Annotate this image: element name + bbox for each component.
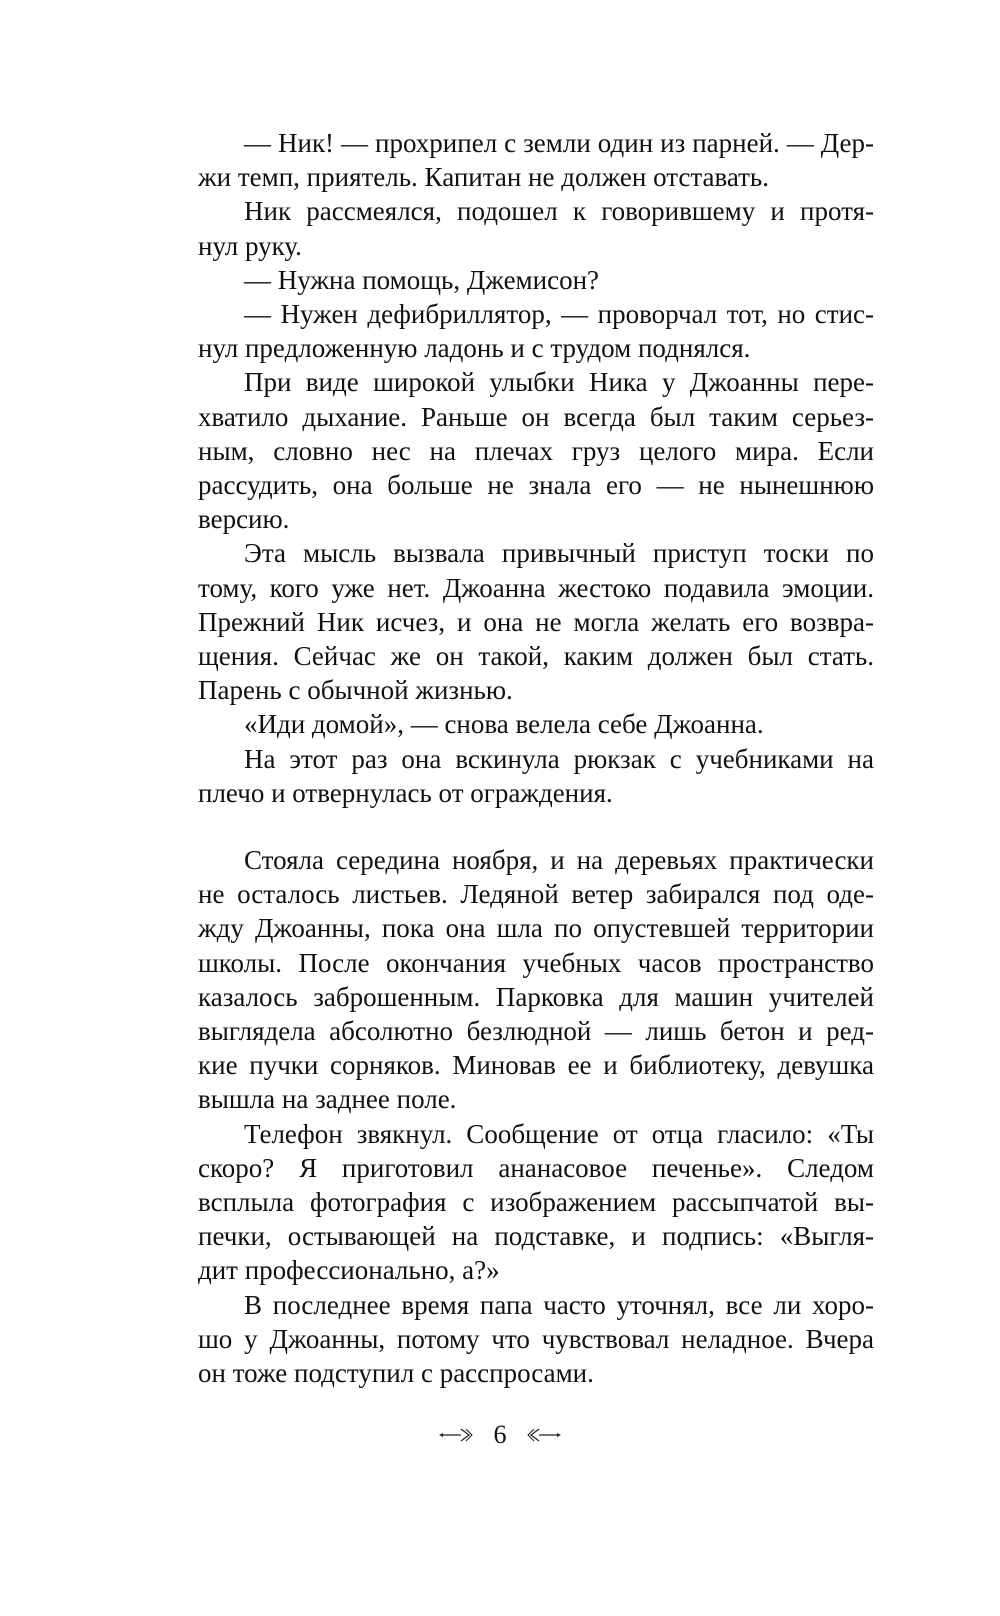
text-section-2 [152,843,874,1390]
text-line: В последнее время папа часто уточнял, все ли хоро- [244,1289,874,1320]
text-line: кие пучки сорняков. Миновав ее и библиотеку, девушка [198,1050,874,1081]
paragraph [152,843,874,1117]
text-line: школы. После окончания учебных часов пространство [198,947,874,978]
paragraph [152,263,874,297]
text-line: «Иди домой», — снова велела себе Джоанна. [244,709,764,740]
text-line: печки, остывающей на подставке, и подпись: «Выгля- [198,1221,874,1252]
folio-ornament-left-icon [439,1428,473,1442]
page-number: 6 [493,1420,507,1450]
paragraph [152,1117,874,1288]
text-line: рассудить, она больше не знала его — не нынешнюю [198,470,874,501]
text-line: — Нужна помощь, Джемисон? [244,264,600,295]
text-line: — Нужен дефибриллятор, — проворчал тот, но стис- [244,299,874,330]
paragraph [152,126,874,194]
text-line: ным, словно нес на плечах груз целого мира. Если [198,435,874,466]
text-line: скоро? Я приготовил ананасовое печенье». Следом [198,1152,874,1183]
text-line: Эта мысль вызвала привычный приступ тоски по [244,538,874,569]
text-line: плечо и отвернулась от ограждения. [198,777,613,808]
text-line: казалось заброшенным. Парковка для машин учителей [198,981,874,1012]
text-section-1 [152,126,874,810]
text-line: Стояла середина ноября, и на деревьях практически [244,845,874,875]
text-line: не осталось листьев. Ледяной ветер забирался под оде- [198,879,874,910]
text-line: всплыла фотография с изображением рассыпчатой вы- [198,1187,874,1218]
text-line: вышла на заднее поле. [198,1084,457,1115]
text-line: хватило дыхание. Раньше он всегда был таким серьез- [198,401,874,432]
text-line: жи темп, приятель. Капитан не должен отставать. [198,162,769,193]
text-line: тому, кого уже нет. Джоанна жестоко подавила эмоции. [198,572,874,603]
paragraph [152,707,874,741]
folio-ornament-right-icon [527,1428,561,1442]
text-line: шо у Джоанны, потому что чувствовал неладное. Вчера [198,1323,874,1354]
text-line: выглядела абсолютно безлюдной — лишь бетон и ред- [198,1016,874,1047]
text-line: Парень с обычной жизнью. [198,675,513,706]
paragraph [152,742,874,810]
text-line: Прежний Ник исчез, и она не могла желать его возвра- [198,606,874,637]
text-line: жду Джоанны, пока она шла по опустевшей территории [198,913,874,944]
text-line: Телефон звякнул. Сообщение от отца гласило: «Ты [244,1118,874,1149]
text-line: версию. [198,504,290,535]
paragraph [152,194,874,262]
text-line: дит профессионально, а?» [198,1255,500,1286]
paragraph [152,536,874,707]
text-line: На этот раз она вскинула рюкзак с учебниками на [244,743,874,774]
text-line: нул руку. [198,230,302,261]
page-footer [0,1418,1000,1450]
paragraph [152,1288,874,1391]
text-line: При виде широкой улыбки Ника у Джоанны пере- [244,367,874,398]
text-line: — Ник! — прохрипел с земли один из парней. — Дер- [244,128,874,158]
paragraph [152,297,874,365]
paragraph [152,365,874,536]
text-line: он тоже подступил с расспросами. [198,1358,594,1389]
text-line: Ник рассмеялся, подошел к говорившему и протя- [244,196,874,227]
text-line: щения. Сейчас же он такой, каким должен был стать. [198,641,874,672]
text-line: нул предложенную ладонь и с трудом поднялся. [198,333,751,364]
